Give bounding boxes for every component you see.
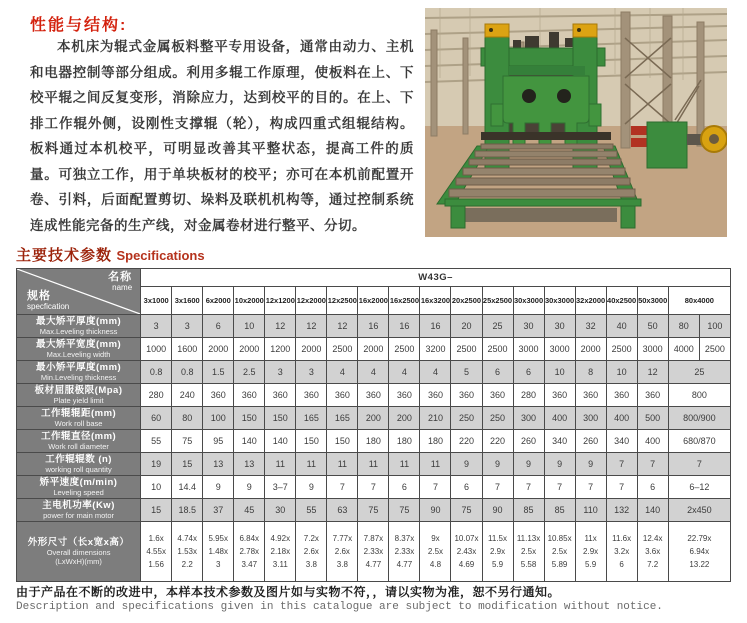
model-header: 50x3000 (637, 287, 668, 315)
spec-cell: 2500 (606, 338, 637, 361)
spec-cell: 3–7 (265, 476, 296, 499)
spec-cell: 12 (265, 315, 296, 338)
spec-cell: 9 (482, 453, 513, 476)
spec-cell: 19 (141, 453, 172, 476)
spec-cell: 300 (575, 407, 606, 430)
spec-cell: 11 (420, 453, 451, 476)
spec-cell: 110 (575, 499, 606, 522)
model-header: 40x2500 (606, 287, 637, 315)
row-label: 工作辊辊数 (n) working roll quantity (17, 453, 141, 476)
spec-cell: 16 (358, 315, 389, 338)
spec-cell: 32 (575, 315, 606, 338)
model-header: 12x1200 (265, 287, 296, 315)
spec-cell: 1.6x 4.55x 1.56 (141, 522, 172, 582)
spec-cell: 3 (172, 315, 203, 338)
spec-cell: 360 (606, 384, 637, 407)
series-name-cell: W43G– (141, 269, 731, 287)
spec-cell: 9 (544, 453, 575, 476)
spec-cell: 7.87x 2.33x 4.77 (358, 522, 389, 582)
spec-cell: 6 (637, 476, 668, 499)
row-label: 矫平速度(m/min) Leveling speed (17, 476, 141, 499)
spec-cell: 11.6x 3.2x 6 (606, 522, 637, 582)
spec-cell: 90 (420, 499, 451, 522)
spec-cell: 85 (544, 499, 575, 522)
disclaimer-en: Description and specifications given in this catalogue are subject to modification without notice. (16, 601, 663, 613)
spec-cell: 60 (141, 407, 172, 430)
spec-cell: 13 (234, 453, 265, 476)
spec-row (17, 407, 731, 430)
spec-cell: 220 (451, 430, 482, 453)
spec-cell: 11.5x 2.9x 5.9 (482, 522, 513, 582)
spec-cell: 360 (637, 384, 668, 407)
spec-cell: 8 (575, 361, 606, 384)
model-header: 16x2000 (358, 287, 389, 315)
spec-cell: 360 (296, 384, 327, 407)
spec-cell: 360 (420, 384, 451, 407)
row-label: 最大矫平宽度(mm) Max.Leveling width (17, 338, 141, 361)
row-label: 工作辊辊距(mm) Work roll base (17, 407, 141, 430)
spec-cell: 360 (389, 384, 420, 407)
spec-cell: 360 (451, 384, 482, 407)
spec-cell: 2500 (389, 338, 420, 361)
spec-cell: 20 (451, 315, 482, 338)
spec-cell: 9 (234, 476, 265, 499)
spec-cell: 3 (265, 361, 296, 384)
spec-cell: 6 (482, 361, 513, 384)
spec-cell: 200 (358, 407, 389, 430)
spec-cell: 165 (296, 407, 327, 430)
spec-cell: 6 (389, 476, 420, 499)
spec-cell: 8.37x 2.33x 4.77 (389, 522, 420, 582)
spec-cell: 75 (451, 499, 482, 522)
spec-cell: 5.95x 1.48x 3 (203, 522, 234, 582)
spec-cell: 132 (606, 499, 637, 522)
specs-heading-en: Specifications (116, 248, 205, 263)
spec-cell: 165 (327, 407, 358, 430)
spec-cell: 40 (606, 315, 637, 338)
spec-cell: 3000 (637, 338, 668, 361)
spec-cell: 4 (389, 361, 420, 384)
model-header: 25x2500 (482, 287, 513, 315)
spec-cell: 7 (637, 453, 668, 476)
spec-row (17, 499, 731, 522)
spec-cell: 200 (389, 407, 420, 430)
spec-cell: 1.5 (203, 361, 234, 384)
spec-cell: 3000 (544, 338, 575, 361)
spec-cell: 300 (513, 407, 544, 430)
spec-cell: 140 (234, 430, 265, 453)
spec-cell: 7 (606, 476, 637, 499)
spec-cell: 4.74x 1.53x 2.2 (172, 522, 203, 582)
spec-cell: 0.8 (141, 361, 172, 384)
spec-row (17, 476, 731, 499)
spec-cell: 45 (234, 499, 265, 522)
intro-paragraph: 本机床为辊式金属板料整平专用设备，通常由动力、主机和电器控制等部分组成。利用多辊工作原理，使板料在上、下校平辊之间反复变形，消除应力，达到校平的目的。在上、下排工作辊外侧，设刚性支撑辊（轮），构成四重式组辊结构。板料通过本机校平，可明显改善其平整状态，提高工件的质量。可独立工作，用于单块板材的校平；亦可在本机前配置开卷、引料，后面配置剪切、垛料及联机机构等，通过控制系统连成性能完备的生产线，对金属卷材进行整平、分切。 (30, 39, 414, 233)
spec-cell: 210 (420, 407, 451, 430)
spec-cell: 37 (203, 499, 234, 522)
spec-row (17, 384, 731, 407)
spec-cell: 100 (699, 315, 730, 338)
spec-cell: 280 (141, 384, 172, 407)
spec-cell: 100 (203, 407, 234, 430)
spec-row (17, 361, 731, 384)
model-header: 80x4000 (668, 287, 730, 315)
spec-cell: 4.92x 2.18x 3.11 (265, 522, 296, 582)
spec-cell: 10 (544, 361, 575, 384)
spec-cell: 11 (296, 453, 327, 476)
spec-cell: 9 (451, 453, 482, 476)
spec-cell: 220 (482, 430, 513, 453)
spec-cell: 15 (172, 453, 203, 476)
spec-cell: 63 (327, 499, 358, 522)
spec-cell: 7 (544, 476, 575, 499)
spec-cell: 150 (234, 407, 265, 430)
spec-cell: 50 (637, 315, 668, 338)
spec-cell: 75 (172, 430, 203, 453)
spec-cell: 6 (513, 361, 544, 384)
model-header: 10x2000 (234, 287, 265, 315)
corner-name-label: 名称 name (108, 271, 133, 292)
spec-cell: 4 (420, 361, 451, 384)
spec-cell: 16 (420, 315, 451, 338)
spec-cell: 11 (265, 453, 296, 476)
spec-cell: 260 (575, 430, 606, 453)
spec-cell: 7 (668, 453, 730, 476)
spec-cell: 7 (358, 476, 389, 499)
spec-cell: 12 (327, 315, 358, 338)
spec-cell: 800 (668, 384, 730, 407)
spec-cell: 2000 (234, 338, 265, 361)
spec-cell: 12 (296, 315, 327, 338)
model-header: 16x2500 (389, 287, 420, 315)
spec-cell: 55 (296, 499, 327, 522)
spec-cell: 2000 (203, 338, 234, 361)
spec-cell: 2500 (327, 338, 358, 361)
spec-cell: 7 (606, 453, 637, 476)
spec-cell: 360 (575, 384, 606, 407)
spec-cell: 15 (141, 499, 172, 522)
spec-cell: 400 (544, 407, 575, 430)
spec-cell: 3200 (420, 338, 451, 361)
model-header: 20x2500 (451, 287, 482, 315)
model-header: 3x1000 (141, 287, 172, 315)
spec-row (17, 315, 731, 338)
spec-cell: 150 (296, 430, 327, 453)
spec-cell: 30 (513, 315, 544, 338)
spec-cell: 140 (637, 499, 668, 522)
spec-row (17, 522, 731, 582)
spec-cell: 6.84x 2.78x 3.47 (234, 522, 265, 582)
spec-cell: 360 (482, 384, 513, 407)
specs-heading-zh: 主要技术参数 (16, 247, 113, 264)
disclaimer-zh: 由于产品在不断的改进中，本样本技术参数及图片如与实物不符，，请以实物为准，恕不另行通知。 (16, 585, 561, 599)
spec-cell: 3 (296, 361, 327, 384)
spec-cell: 6–12 (668, 476, 730, 499)
spec-cell: 1200 (265, 338, 296, 361)
spec-cell: 360 (234, 384, 265, 407)
spec-cell: 95 (203, 430, 234, 453)
spec-cell: 2000 (358, 338, 389, 361)
spec-row (17, 453, 731, 476)
spec-cell: 150 (327, 430, 358, 453)
spec-cell: 2500 (451, 338, 482, 361)
spec-cell: 9 (575, 453, 606, 476)
model-header: 6x2000 (203, 287, 234, 315)
spec-cell: 360 (203, 384, 234, 407)
spec-cell: 500 (637, 407, 668, 430)
spec-cell: 2000 (296, 338, 327, 361)
spec-cell: 80 (172, 407, 203, 430)
spec-cell: 7 (420, 476, 451, 499)
row-label: 最小矫平厚度(mm) Min.Leveling thickness (17, 361, 141, 384)
spec-cell: 150 (265, 407, 296, 430)
spec-cell: 55 (141, 430, 172, 453)
spec-cell: 280 (513, 384, 544, 407)
spec-cell: 10.85x 2.5x 5.89 (544, 522, 575, 582)
spec-cell: 400 (606, 407, 637, 430)
specs-heading (16, 244, 205, 265)
model-header: 3x1600 (172, 287, 203, 315)
spec-cell: 2.5 (234, 361, 265, 384)
spec-cell: 7.77x 2.6x 3.8 (327, 522, 358, 582)
series-row (17, 269, 731, 287)
spec-cell: 7 (327, 476, 358, 499)
spec-cell: 12.4x 3.6x 7.2 (637, 522, 668, 582)
spec-cell: 11 (358, 453, 389, 476)
spec-cell: 0.8 (172, 361, 203, 384)
machine-photo (425, 8, 727, 237)
spec-cell: 30 (544, 315, 575, 338)
spec-cell: 250 (451, 407, 482, 430)
spec-cell: 680/870 (668, 430, 730, 453)
spec-cell: 30 (265, 499, 296, 522)
spec-cell: 240 (172, 384, 203, 407)
spec-cell: 9 (203, 476, 234, 499)
spec-cell: 360 (358, 384, 389, 407)
spec-cell: 10 (141, 476, 172, 499)
spec-cell: 180 (358, 430, 389, 453)
spec-cell: 85 (513, 499, 544, 522)
spec-cell: 3 (141, 315, 172, 338)
spec-cell: 18.5 (172, 499, 203, 522)
spec-cell: 11.13x 2.5x 5.58 (513, 522, 544, 582)
spec-cell: 6 (451, 476, 482, 499)
spec-cell: 360 (327, 384, 358, 407)
spec-cell: 340 (606, 430, 637, 453)
spec-cell: 14.4 (172, 476, 203, 499)
spec-cell: 10.07x 2.43x 4.69 (451, 522, 482, 582)
corner-spec-label: 规格 specfication (27, 290, 70, 311)
model-header: 12x2500 (327, 287, 358, 315)
spec-cell: 180 (420, 430, 451, 453)
row-label: 工作辊直径(mm) Work roll diameter (17, 430, 141, 453)
spec-cell: 9x 2.5x 4.8 (420, 522, 451, 582)
spec-cell: 13 (203, 453, 234, 476)
spec-cell: 9 (513, 453, 544, 476)
spec-cell: 9 (296, 476, 327, 499)
spec-cell: 3000 (513, 338, 544, 361)
spec-cell: 400 (637, 430, 668, 453)
spec-cell: 11 (327, 453, 358, 476)
model-header: 32x2000 (575, 287, 606, 315)
spec-cell: 6 (203, 315, 234, 338)
spec-cell: 360 (265, 384, 296, 407)
row-label: 最大矫平厚度(mm) Max.Leveling thickness (17, 315, 141, 338)
specifications-table (16, 268, 731, 582)
spec-cell: 4 (327, 361, 358, 384)
spec-cell: 7 (482, 476, 513, 499)
spec-cell: 260 (513, 430, 544, 453)
spec-cell: 140 (265, 430, 296, 453)
spec-cell: 2500 (482, 338, 513, 361)
spec-cell: 5 (451, 361, 482, 384)
spec-cell: 25 (668, 361, 730, 384)
spec-cell: 4000 (668, 338, 699, 361)
spec-cell: 90 (482, 499, 513, 522)
row-label: 板材屈服极限(Mpa) Plate yield limit (17, 384, 141, 407)
spec-cell: 7.2x 2.6x 3.8 (296, 522, 327, 582)
spec-cell: 22.79x 6.94x 13.22 (668, 522, 730, 582)
spec-cell: 2500 (699, 338, 730, 361)
row-label: 主电机功率(Kw) power for main motor (17, 499, 141, 522)
model-header: 30x3000 (544, 287, 575, 315)
row-label: 外形尺寸（长x宽x高） Overall dimensions (LxWxH)(mm) (17, 522, 141, 582)
spec-cell: 16 (389, 315, 420, 338)
spec-cell: 1000 (141, 338, 172, 361)
spec-cell: 360 (544, 384, 575, 407)
intro-heading: 性能与结构: (30, 17, 128, 34)
spec-cell: 11 (389, 453, 420, 476)
spec-cell: 75 (389, 499, 420, 522)
spec-cell: 800/900 (668, 407, 730, 430)
disclaimer (16, 583, 736, 613)
spec-cell: 250 (482, 407, 513, 430)
spec-cell: 10 (234, 315, 265, 338)
spec-cell: 10 (606, 361, 637, 384)
spec-cell: 7 (513, 476, 544, 499)
spec-row (17, 338, 731, 361)
spec-cell: 4 (358, 361, 389, 384)
spec-cell: 75 (358, 499, 389, 522)
spec-cell: 1600 (172, 338, 203, 361)
model-header: 30x3000 (513, 287, 544, 315)
spec-row (17, 430, 731, 453)
model-header: 16x3200 (420, 287, 451, 315)
spec-cell: 25 (482, 315, 513, 338)
spec-cell: 11x 2.9x 5.9 (575, 522, 606, 582)
spec-cell: 2000 (575, 338, 606, 361)
spec-cell: 180 (389, 430, 420, 453)
table-corner-cell (17, 269, 141, 315)
spec-cell: 12 (637, 361, 668, 384)
spec-cell: 80 (668, 315, 699, 338)
spec-cell: 340 (544, 430, 575, 453)
model-header: 12x2000 (296, 287, 327, 315)
spec-cell: 2x450 (668, 499, 730, 522)
spec-cell: 7 (575, 476, 606, 499)
